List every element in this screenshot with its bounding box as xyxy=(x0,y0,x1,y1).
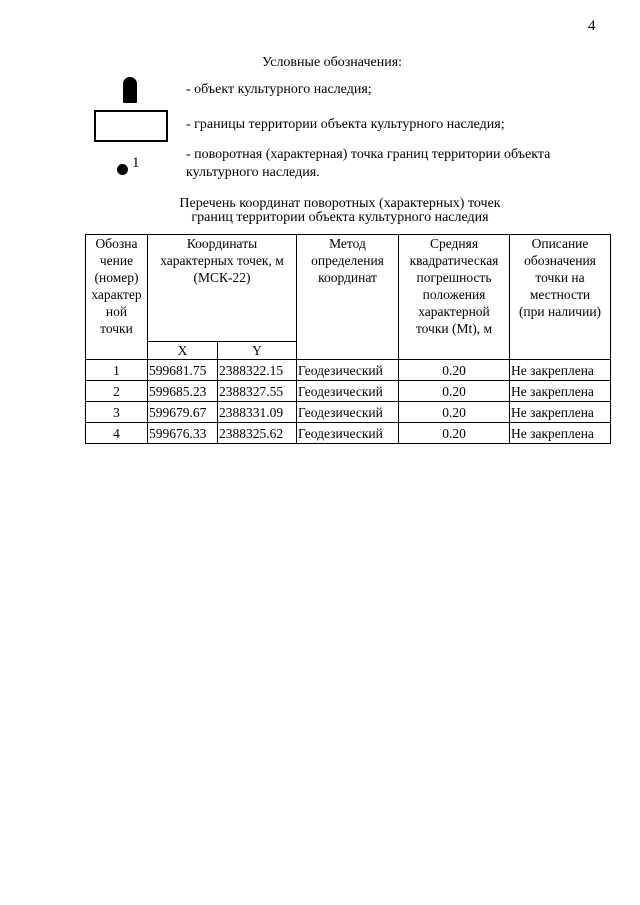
cell-mt: 0.20 xyxy=(399,402,510,423)
cell-y: 2388331.09 xyxy=(218,402,297,423)
cell-point-number: 3 xyxy=(86,402,148,423)
cell-x: 599676.33 xyxy=(148,423,218,444)
cell-description: Не закреплена xyxy=(510,423,611,444)
header-y: Y xyxy=(218,342,297,360)
cell-method: Геодезический xyxy=(297,360,399,381)
cell-mt: 0.20 xyxy=(399,423,510,444)
cell-description: Не закреплена xyxy=(510,381,611,402)
header-point-number: Обозна чение (номер) характер ной точки xyxy=(86,235,148,360)
legend-title: Условные обозначения: xyxy=(262,55,403,70)
table-row xyxy=(86,360,611,381)
cell-x: 599685.23 xyxy=(148,381,218,402)
list-title-line-2: границ территории объекта культурного наследия xyxy=(191,210,489,225)
cell-x: 599681.75 xyxy=(148,360,218,381)
cell-method: Геодезический xyxy=(297,381,399,402)
cell-point-number: 1 xyxy=(86,360,148,381)
turning-point-icon xyxy=(117,164,128,175)
cell-description: Не закреплена xyxy=(510,402,611,423)
cell-mt: 0.20 xyxy=(399,381,510,402)
cell-method: Геодезический xyxy=(297,423,399,444)
table-row xyxy=(86,381,611,402)
coordinates-table xyxy=(85,234,611,444)
header-coordinates: Координаты характерных точек, м (МСК-22) xyxy=(148,235,297,342)
cell-mt: 0.20 xyxy=(399,360,510,381)
header-x: X xyxy=(148,342,218,360)
list-title-line-1: Перечень координат поворотных (характерных) точек xyxy=(179,196,501,211)
header-error: Средняя квадратическая погрешность положения характерной точки (Mt), м xyxy=(399,235,510,360)
legend-item-turning-point: - поворотная (характерная) точка границ территории объекта культурного наследия. xyxy=(186,147,551,180)
turning-point-label: 1 xyxy=(132,155,140,171)
cell-description: Не закреплена xyxy=(510,360,611,381)
table-row xyxy=(86,402,611,423)
cell-x: 599679.67 xyxy=(148,402,218,423)
table-row xyxy=(86,423,611,444)
header-description: Описание обозначения точки на местности (при наличии) xyxy=(510,235,611,360)
cell-y: 2388322.15 xyxy=(218,360,297,381)
cell-y: 2388327.55 xyxy=(218,381,297,402)
cell-y: 2388325.62 xyxy=(218,423,297,444)
cell-point-number: 4 xyxy=(86,423,148,444)
page-number: 4 xyxy=(588,18,596,34)
territory-boundary-icon xyxy=(94,110,168,142)
cell-point-number: 2 xyxy=(86,381,148,402)
heritage-object-icon xyxy=(123,77,137,103)
header-method: Метод определения координат xyxy=(297,235,399,360)
legend-item-object: - объект культурного наследия; xyxy=(186,82,372,97)
cell-method: Геодезический xyxy=(297,402,399,423)
legend-item-boundary: - границы территории объекта культурного наследия; xyxy=(186,117,505,132)
table-header-row xyxy=(86,235,611,342)
